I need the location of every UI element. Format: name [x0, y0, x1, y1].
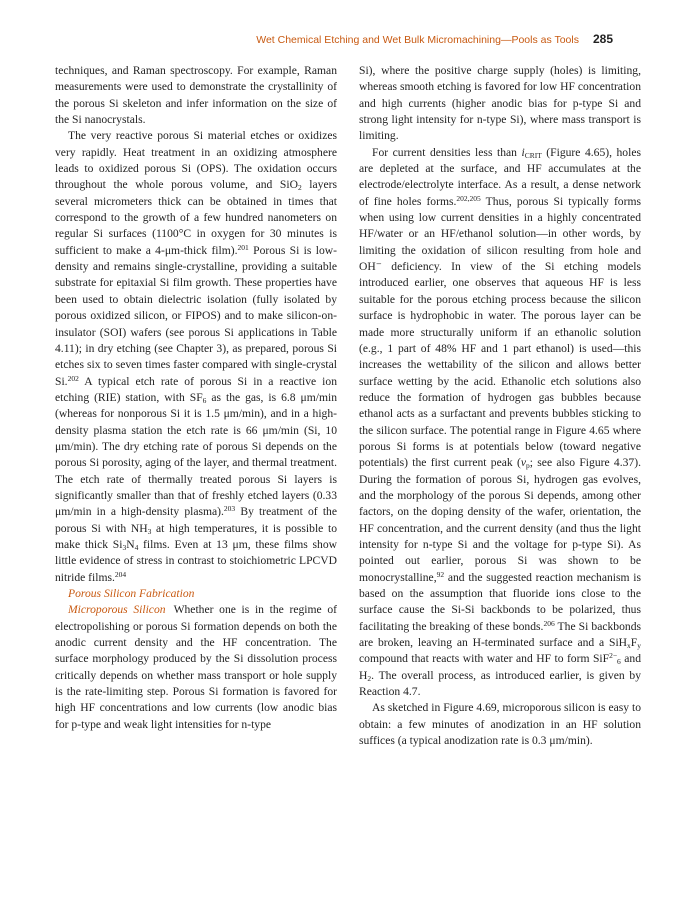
- citation: 202: [67, 373, 79, 383]
- paragraph: The very reactive porous Si material etches or oxidizes very rapidly. Heat treatment in an oxidizing atmosphere leads to oxidized porous Si (OPS). The oxidation occurs throughout the whole porous volume, and SiO$_2$ layers several micrometers thick can be obtained in times that correspond to the growth of a few hundred nanometers on regular Si surfaces (1100°C in oxygen for 30 minutes is sufficient to make a 4-μm-thick film).$^{201}$ Porous Si is low-density and remains single-crystalline, providing a suitable substrate for epitaxial Si film growth. These properties have been used to obtain dielectric isolation (fully isolated by porous oxidized silicon, or FIPOS) and to make silicon-on-insulator (SOI) wafers (see porous Si applications in Table 4.11); in dry etching (see Chapter 3), as prepared, porous Si etches six to seven times faster compared with single-crystal Si.$^{202}$ A typical etch rate of porous Si in a reactive ion etching (RIE) station, with $SF_6$ as the gas, is 6.8 μm/min (whereas for nonporous Si it is 1.5 μm/min), and in a high-density plasma station the etch rate is 66 μm/min (Si, 10 μm/min). The dry etching rate of porous Si depends on the porous Si porosity, aging of the layer, and thermal treatment. The etch rate of thermally treated porous Si layers is significantly smaller than that of freshly etched layers (0.33 μm/min in a high-density plasma).$^{203}$ By treatment of the porous Si with $NH_3$ at high temperatures, it is possible to make thick $Si_3N_4$ films. Even at 13 μm, these films show little evidence of stress in contrast to stoichiometric LPCVD nitride films.$^{204}$: [55, 129, 338, 584]
- running-title: Wet Chemical Etching and Wet Bulk Micromachining—Pools as Tools: [256, 34, 579, 46]
- citation: 203: [223, 504, 236, 514]
- right-column: [359, 63, 641, 749]
- paragraph: Microporous Silicon Whether one is in the regime of electropolishing or porous Si formation depends on both the anodic current density and the HF concentration. The surface morphology produced by the Si dissolution process critically depends on whether mass transport or hole supply is the rate-limiting step. Porous Si formation is favored for high HF concentrations and low currents (low anodic bias for p-type and weak light intensities for n-type: [55, 603, 337, 731]
- page-number: 285: [592, 32, 613, 46]
- citation: 92: [436, 569, 445, 579]
- paragraph: For current densities less than $i_{CRIT}$ (Figure 4.65), holes are depleted at the surface, and HF accumulates at the electrode/electrolyte interface. As a result, a dense network of fine holes forms.$^{202,205}$ Thus, porous Si typically forms when using low current densities in a highly concentrated HF/water or an HF/ethanol solution—in other words, by limiting the oxidation of silicon resulting from hole and OH⁻ deficiency. In view of the Si etching models introduced earlier, one observes that aqueous HF is less suitable for the porous etching process because the silicon surface is hydrophobic in water. The porous layer can be made more structurally uniform if an ethanolic solution (e.g., 1 part of 48% HF and 1 part ethanol) is used—this increases the wettability of the silicon and allows better surface wetting by the acid. Ethanolic etch solutions also reduce the formation of hydrogen gas bubbles because ethanol acts as a surfactant and prevents bubbles sticking to the silicon surface. The potential range in Figure 4.65 where porous Si forms is at potentials below (toward negative potentials) the first current peak ($v_p$; see also Figure 4.37). During the formation of porous Si, hydrogen gas evolves, and the morphology of the porous Si depends, among other factors, on the doping density of the wafer, orientation, the HF concentration, and the current density (and thus the light intensity for n-type Si and the voltage for p-type Si). As pointed out earlier, porous Si was shown to be monocrystalline,$^{92}$ and the suggested reaction mechanism is based on the assumption that fluoride ions close to the surface cause the Si-Si backbonds to be polarized, thus facilitating the breaking of these bonds.$^{206}$ The Si backbonds are broken, leaving an H-terminated surface and a $SiH_xF_y$ compound that reacts with water and HF to form SiF$^{2-}_6$ and $H_2$. The overall process, as introduced earlier, is given by Reaction 4.7.: [359, 145, 642, 699]
- left-column: [55, 63, 337, 733]
- paragraph: As sketched in Figure 4.69, microporous silicon is easy to obtain: a few minutes of anodization in an HF solution suffices (a typical anodization rate is 0.3 μm/min).: [359, 701, 641, 748]
- subsection-heading: Microporous Silicon: [68, 603, 166, 617]
- paragraph: Si), where the positive charge supply (holes) is limiting, whereas smooth etching is favored for low HF concentration and high currents (higher anodic bias for p-type Si and strong light intensity for n-type Si), where mass transport is limiting.: [359, 64, 641, 143]
- citation: 202,205: [456, 193, 481, 203]
- citation: 206: [543, 618, 555, 628]
- running-header: [256, 32, 613, 46]
- section-heading: Porous Silicon Fabrication: [68, 587, 195, 600]
- citation: 204: [114, 569, 127, 579]
- citation: 201: [237, 242, 249, 252]
- paragraph: techniques, and Raman spectroscopy. For example, Raman measurements were used to demonstrate the crystallinity of the porous Si skeleton and infer information on the size of the Si nanocrystals.: [55, 64, 337, 127]
